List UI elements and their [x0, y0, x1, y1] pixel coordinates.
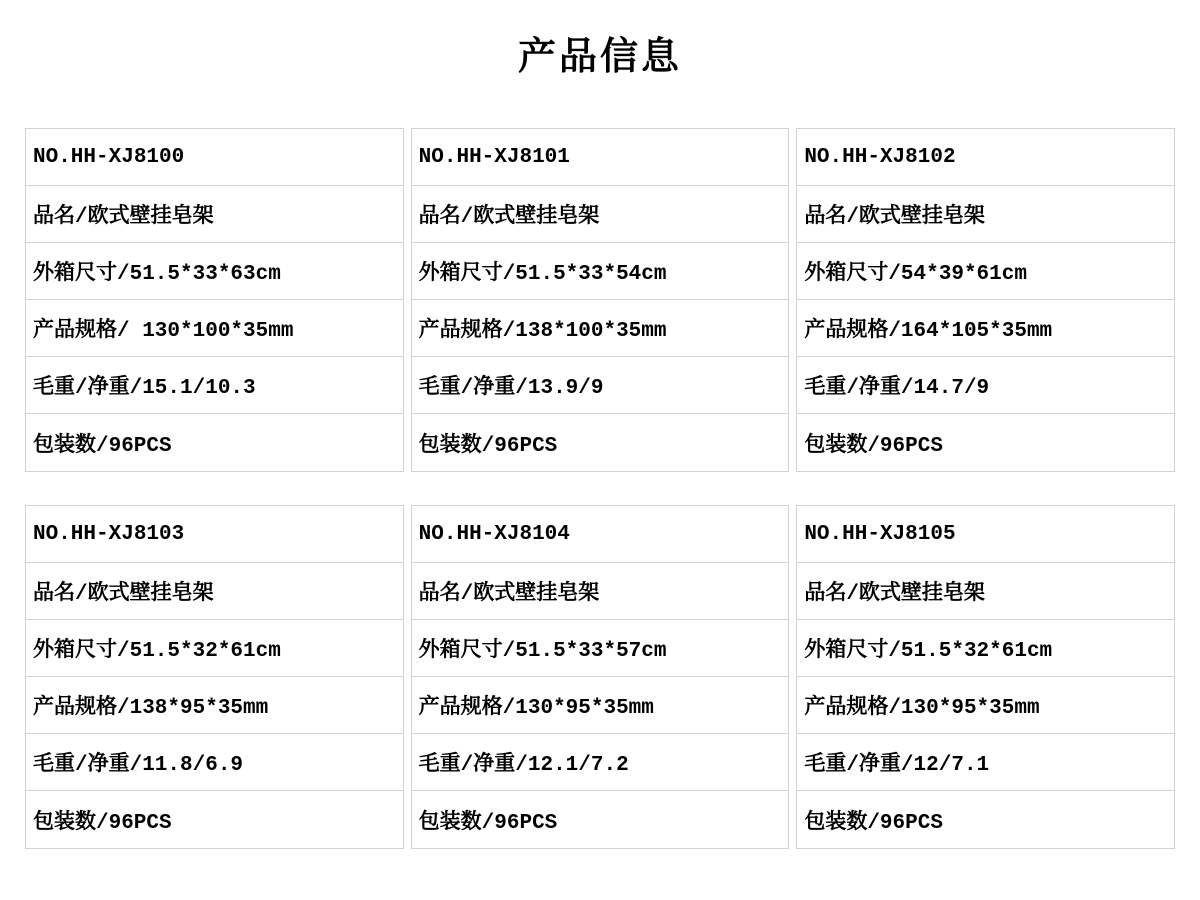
product-card-xj8103: [25, 505, 404, 849]
product-card-xj8100: [25, 128, 404, 472]
gross-net-weight-cell: 毛重/净重/12/7.1: [797, 734, 1174, 791]
carton-size-cell: 外箱尺寸/51.5*33*63cm: [26, 243, 403, 300]
model-no-cell: NO.HH-XJ8100: [26, 129, 403, 186]
product-name-cell: 品名/欧式壁挂皂架: [412, 563, 789, 620]
product-card-xj8102: [796, 128, 1175, 472]
product-cards-grid: [25, 128, 1175, 849]
carton-size-cell: 外箱尺寸/51.5*33*57cm: [412, 620, 789, 677]
packing-qty-cell: 包装数/96PCS: [418, 811, 558, 835]
packing-qty-cell: 包装数/96PCS: [804, 434, 943, 458]
packing-qty-cell: 包装数/96PCS: [804, 811, 943, 835]
product-spec-cell: 产品规格/138*100*35mm: [412, 300, 789, 357]
carton-size-cell: 外箱尺寸/51.5*33*54cm: [412, 243, 789, 300]
product-name-cell: 品名/欧式壁挂皂架: [797, 563, 1174, 620]
carton-size-cell: 外箱尺寸/54*39*61cm: [797, 243, 1174, 300]
packing-qty-cell: 包装数/96PCS: [418, 434, 558, 458]
product-name-cell: 品名/欧式壁挂皂架: [26, 563, 403, 620]
product-spec-cell: 产品规格/ 130*100*35mm: [26, 300, 403, 357]
gross-net-weight-cell: 毛重/净重/13.9/9: [412, 357, 789, 414]
packing-qty-cell: 包装数/96PCS: [33, 434, 172, 458]
product-card-xj8104: [411, 505, 790, 849]
gross-net-weight-cell: 毛重/净重/14.7/9: [797, 357, 1174, 414]
gross-net-weight-cell: 毛重/净重/11.8/6.9: [26, 734, 403, 791]
carton-size-cell: 外箱尺寸/51.5*32*61cm: [26, 620, 403, 677]
model-no-cell: NO.HH-XJ8105: [797, 506, 1174, 563]
product-spec-cell: 产品规格/138*95*35mm: [26, 677, 403, 734]
product-name-cell: 品名/欧式壁挂皂架: [412, 186, 789, 243]
product-card-xj8105: [796, 505, 1175, 849]
product-spec-cell: 产品规格/164*105*35mm: [797, 300, 1174, 357]
page-title: 产品信息: [517, 36, 682, 78]
model-no-cell: NO.HH-XJ8101: [412, 129, 789, 186]
product-spec-cell: 产品规格/130*95*35mm: [412, 677, 789, 734]
product-card-xj8101: [411, 128, 790, 472]
gross-net-weight-cell: 毛重/净重/12.1/7.2: [412, 734, 789, 791]
model-no-cell: NO.HH-XJ8104: [412, 506, 789, 563]
carton-size-cell: 外箱尺寸/51.5*32*61cm: [797, 620, 1174, 677]
product-name-cell: 品名/欧式壁挂皂架: [797, 186, 1174, 243]
product-name-cell: 品名/欧式壁挂皂架: [26, 186, 403, 243]
gross-net-weight-cell: 毛重/净重/15.1/10.3: [26, 357, 403, 414]
model-no-cell: NO.HH-XJ8103: [26, 506, 403, 563]
packing-qty-cell: 包装数/96PCS: [33, 811, 172, 835]
product-spec-cell: 产品规格/130*95*35mm: [797, 677, 1174, 734]
model-no-cell: NO.HH-XJ8102: [797, 129, 1174, 186]
